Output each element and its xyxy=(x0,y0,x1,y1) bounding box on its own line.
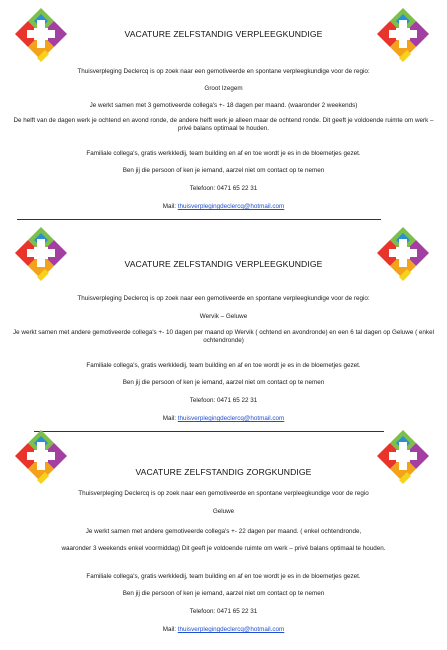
logo-left-icon xyxy=(14,428,68,488)
detail-text: waaronder 3 weekends enkel voormiddag) Dit geeft je voldoende ruimte om werk – privé balans optimaal te houden. xyxy=(61,545,386,552)
phone-text: Telefoon: 0471 65 22 31 xyxy=(189,397,258,404)
mail-line xyxy=(0,203,447,211)
mail-line xyxy=(0,626,447,634)
section-divider xyxy=(34,431,384,432)
intro-text: Thuisverpleging Declercq is op zoek naar een gemotiveerde en spontane verpleegkundige voor de regio xyxy=(78,490,369,497)
perks-text: Familiale collega's, gratis werkkledij, team building en af en toe wordt je es in de bloemetjes gezet. xyxy=(86,573,361,580)
region-text: Groot Izegem xyxy=(204,85,243,92)
region-text: Wervik – Geluwe xyxy=(199,313,248,320)
logo-right-icon xyxy=(376,225,430,285)
phone-text: Telefoon: 0471 65 22 31 xyxy=(189,185,258,192)
section-divider xyxy=(17,219,381,220)
mail-label: Mail: xyxy=(162,626,178,633)
logo-right-icon xyxy=(376,428,430,488)
call-text: Ben jij die persoon of ken je iemand, aarzel niet om contact op te nemen xyxy=(122,167,325,174)
logo-left-icon xyxy=(14,225,68,285)
vacature-title: VACATURE ZELFSTANDIG VERPLEEGKUNDIGE xyxy=(124,29,323,39)
mail-link[interactable]: thuisverplegingdeclercq@hotmail.com xyxy=(177,626,285,633)
intro-text: Thuisverpleging Declercq is op zoek naar een gemotiveerde en spontane verpleegkundige voor de regio: xyxy=(77,295,370,302)
call-text: Ben jij die persoon of ken je iemand, aarzel niet om contact op te nemen xyxy=(122,590,325,597)
schedule-text: Je werkt samen met andere gemotiveerde collega's +- 22 dagen per maand. ( enkel ochtendronde, xyxy=(85,528,362,535)
mail-link[interactable]: thuisverplegingdeclercq@hotmail.com xyxy=(177,415,285,422)
vacature-title: VACATURE ZELFSTANDIG VERPLEEGKUNDIGE xyxy=(124,259,323,269)
mail-line xyxy=(0,415,447,423)
call-text: Ben jij die persoon of ken je iemand, aarzel niet om contact op te nemen xyxy=(122,379,325,386)
intro-text: Thuisverpleging Declercq is op zoek naar een gemotiveerde en spontane verpleegkundige voor de regio: xyxy=(77,68,370,75)
mail-link[interactable]: thuisverplegingdeclercq@hotmail.com xyxy=(177,203,285,210)
detail-text: De helft van de dagen werk je ochtend en avond ronde, de andere helft werk je alleen maar de ochtend ronde. Dit geeft je voldoende ruimte om werk – privé balans optimaal te houden. xyxy=(13,117,434,132)
mail-label: Mail: xyxy=(162,203,178,210)
region-text: Geluwe xyxy=(212,508,235,515)
perks-text: Familiale collega's, gratis werkkledij, team building en af en toe wordt je es in de bloemetjes gezet. xyxy=(86,150,361,157)
perks-text: Familiale collega's, gratis werkkledij, team building en af en toe wordt je es in de bloemetjes gezet. xyxy=(86,362,361,369)
vacature-title: VACATURE ZELFSTANDIG ZORGKUNDIGE xyxy=(135,467,312,477)
schedule-text: Je werkt samen met andere gemotiveerde collega's +- 10 dagen per maand op Wervik ( ochtend en avondronde) en een 6 tal dagen op Geluwe ( enkel ochtendronde) xyxy=(13,329,434,344)
phone-text: Telefoon: 0471 65 22 31 xyxy=(189,608,258,615)
schedule-text: Je werkt samen met 3 gemotiveerde collega's +- 18 dagen per maand. (waaronder 2 weekends) xyxy=(89,102,358,109)
mail-label: Mail: xyxy=(162,415,178,422)
